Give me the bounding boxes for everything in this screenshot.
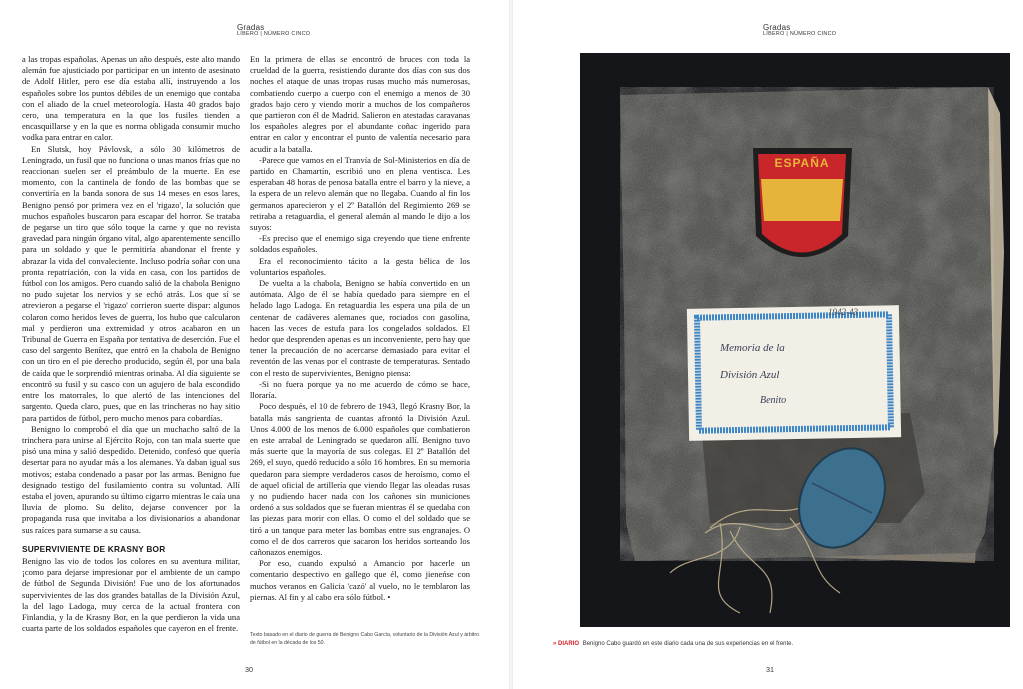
paragraph: -Si no fuera porque ya no me acuerdo de cómo se hace, lloraría.: [250, 378, 470, 401]
patch-text: ESPAÑA: [774, 156, 830, 170]
page-number: 30: [245, 665, 253, 674]
paragraph: En Slutsk, hoy Pávlovsk, a sólo 30 kilómetros de Leningrado, un fusil que no funciona o unas manos frías que no reaccionan suelen ser el preámbulo de la muerte. En ese momento, con la cantinela de fondo de las bombas que se convertiría en la banda sonora de sus 14 meses en esos lares, Benigno pensó por primera vez en el 'rigazo', la solución que muchos españoles buscaron para escapar del horror. Se trataba de pegarse un tiro que sólo toque la carne y que no revista gravedad para ningún órgano vital, algo aparentemente sencillo para un soldado y que le permitiría abandonar el frente y abrazar la vida del convaleciente. Incluso podría soñar con una pronta repatriación, con la vida en casa, con los partidos de fútbol con los amigos. Pero cuando salió de la chabola Benigno no pudo sujetar los nervios y se echó atrás. Los que sí se atrevieron a pegarse el 'rigazo' corrieron suerte dispar: algunos colaron como heridos leves de guerra, los hubo que calcularon mal y perdieron una extremidad y otros acabaron en un Tribunal de Guerra en España por tentativa de deserción. Fue el caso del sargento Benítez, que entró en la chabola de Benigno con un tiro en el pie derecho producido, según él, por una bala de caída que le sorprendió mientras orinaba. Al día siguiente se encontró su fusil y su casco con un agujero de bala escondido entre los matorrales, lo que alertó de las intenciones del sargento. Queda claro, pues, que en las trincheras no hay sitio para partidos de fútbol, pero mucho menos para cobardías.: [22, 143, 240, 423]
section-name: LÍBERO | NÚMERO CINCO: [763, 31, 837, 38]
magazine-name: Gradas: [763, 23, 791, 32]
paragraph: En la primera de ellas se encontró de bruces con toda la crueldad de la guerra, resistiendo durante dos días con sus dos noches el ataque de unas tropas rusas mucho más numerosas, combatiendo cuerpo a cuerpo con el enemigo a menos de 30 grados bajo cero y viendo morir a muchos de los compañeros que partieron con él de Madrid. Salieron en atestadas caravanas los españoles alegres por el abundante coñac ingerido para entrar en calor y encontrar el punto de valentía necesario para acudir a la batalla.: [250, 54, 470, 154]
spain-shield-patch: [753, 148, 852, 257]
handwritten-label: [687, 305, 901, 441]
diary-photo: [580, 53, 1010, 627]
text-column-1: [22, 54, 240, 634]
running-head: [237, 24, 310, 38]
magazine-name: Gradas: [237, 23, 265, 32]
paragraph: -Es preciso que el enemigo siga creyendo que tiene enfrente soldados españoles.: [250, 233, 470, 255]
diary-illustration: [580, 53, 1010, 627]
section-subhead: SUPERVIVIENTE DE KRASNY BOR: [22, 543, 166, 554]
label-line-3: Benito: [760, 395, 787, 406]
paragraph: -Parece que vamos en el Tranvía de Sol-Ministerios en día de partido en Chamartín, escribió uno en plena ventisca. Les esperaban 48 horas de penosa batalla entre el barro y la nieve, a la espera de un relevo alemán que no llegaba. Cuando al fin los germanos aparecieron y el 2º Batallón del Regimiento 269 se retiraba a retaguardia, el general alemán al mando le dijo a los suyos:: [250, 154, 470, 233]
paragraph: a las tropas españolas. Apenas un año después, este alto mando alemán fue ajusticiado por participar en un intento de asesinato de Adolf Hitler, pero ese día estaba allí, instruyendo a los españoles sobre los puntos débiles de un enemigo que contaba con el aliado de la cruel meteorología. Hasta 40 grados bajo cero, una temperatura en la que los fusiles tienden a encasquillarse y en la que es norma obligada consumir mucho vodka para entrar en calor.: [22, 54, 240, 143]
label-line-1: Memoria de la: [720, 342, 785, 354]
paragraph: De vuelta a la chabola, Benigno se había convertido en un autómata. Algo de él se había quedado para siempre en el helado lago Ladoga. En retaguardia les espera una pila de un centenar de cadáveres alemanes que, rociados con gasolina, hacen las veces de estufa para los congelados soldados. El hedor que desprenden apenas es un inconveniente, pero hay que tener la precaución de no acercarse demasiado para evitar el reventón de las venas por el contraste de temperaturas. Sentado con el resto de supervivientes, Benigno piensa:: [250, 278, 470, 378]
running-head: [763, 24, 836, 38]
source-note: Texto basado en el diario de guerra de Benigno Cabo García, voluntario de la División Azul y árbitro de fútbol en la década de los 50.: [250, 632, 479, 646]
caption-tag: » DIARIO: [553, 641, 580, 647]
section-name: LÍBERO | NÚMERO CINCO: [237, 31, 311, 38]
right-page: [513, 0, 1023, 689]
page-number: 31: [766, 665, 774, 674]
left-page: [0, 0, 509, 689]
paragraph: Benigno lo comprobó el día que un muchacho saltó de la trinchera para unirse al Ejército Rojo, con tan mala suerte que pisó una mina y salió despedido. Detenido, confesó que quería desertar para no ayudar más a los alemanes. Ya daban igual sus motivos; estaba condenado a pasar por las armas. Benigno fue designado testigo del fusilamiento contra su voluntad. Allí estaba el joven, apurando su último cigarro mientras le caía una lluvia de plomo. Su delito, dejarse convencer por la propaganda rusa que invitaba a los divisionarios a abandonar sus raíces para sumarse a su causa.: [22, 423, 240, 535]
text-column-2: [250, 54, 470, 603]
paragraph: Benigno las vio de todos los colores en su aventura militar, ¡como para dejarse impresionar por el ambiente de un campo de fútbol de Segunda División! Fue uno de los afortunados supervivientes de las dos grandes batallas de la División Azul, la del lago Ladoga, muy cerca de la actual frontera con Finlandia, y la de Krasny Bor, en la que perdieron la vida una cuarta parte de los soldados españoles que cayeron en el frente.: [22, 555, 240, 634]
label-year: 1942-43: [828, 307, 858, 317]
paragraph: Por eso, cuando expulsó a Amancio por hacerle un comentario despectivo en gallego que él, como jieneńse con muchos veranos en Galicia 'cazó' al vuelo, no le temblaron las piernas. Al fin y al cabo era sólo fútbol. •: [250, 558, 470, 602]
label-line-2: División Azul: [720, 369, 780, 381]
caption-text: Benigno Cabo guardó en este diario cada una de sus experiencias en el frente.: [582, 641, 794, 647]
photo-caption: [553, 641, 1013, 647]
paragraph: Era el reconocimiento tácito a la gesta bélica de los voluntarios españoles.: [250, 255, 470, 277]
paragraph: Poco después, el 10 de febrero de 1943, llegó Krasny Bor, la batalla más sangrienta de cuantas afrontó la División Azul. Unos 4.000 de los menos de 6.000 españoles que combatieron en este arrabal de Leningrado se quedaron allí. Benigno tuvo más suerte que la mayoría de sus colegas. El 2º Batallón del 269, el suyo, quedó reducido a sólo 16 hombres. En su memoria quedaron para siempre verdaderos casos de heroísmo, como el de aquel oficial de artillería que viendo llegar las oleadas rusas y no pudiendo hacer nada con los cañones sin municiones ordenó a sus soldados que se fueran mientras él se quedaba con las piezas para morir con ellas. O como el del soldado que se tiró a un tanque para meter las bombas entre sus engranajes. O como el de dos carreros que sacaron los heridos sorteando los cañonazos enemigos.: [250, 401, 470, 557]
